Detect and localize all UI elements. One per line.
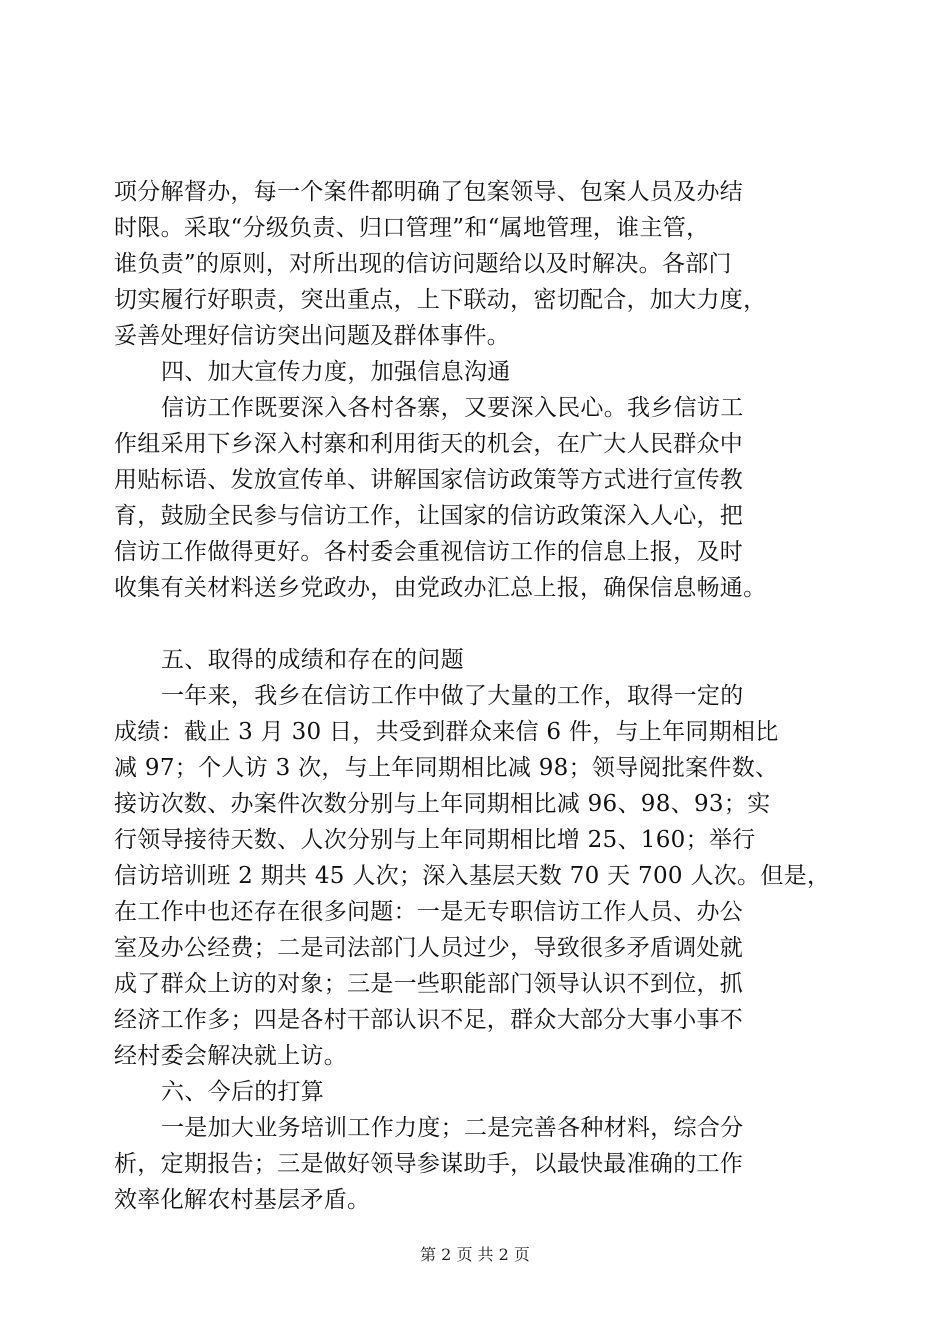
section-heading-5: 五、取得的成绩和存在的问题 — [161, 647, 464, 673]
body-line: 时限。采取“分级负责、归口管理”和“属地管理，谁主管， — [114, 215, 710, 241]
blank-line — [114, 606, 846, 642]
body-line: 信访培训班 2 期共 45 人次；深入基层天数 70 天 700 人次。但是， — [114, 863, 831, 889]
body-line: 谁负责”的原则，对所出现的信访问题给以及时解决。各部门 — [114, 251, 732, 277]
body-line: 接访次数、办案件次数分别与上年同期相比减 96、98、93；实 — [114, 791, 771, 817]
body-line: 用贴标语、发放宣传单、讲解国家信访政策等方式进行宣传教 — [114, 467, 744, 493]
section-heading-4: 四、加大宣传力度，加强信息沟通 — [161, 359, 511, 385]
body-line: 育，鼓励全民参与信访工作，让国家的信访政策深入人心，把 — [114, 503, 744, 529]
body-line: 收集有关材料送乡党政办，由党政办汇总上报，确保信息畅通。 — [114, 575, 767, 601]
body-line: 信访工作既要深入各村各寨，又要深入民心。我乡信访工 — [161, 395, 744, 421]
body-line: 室及办公经费；二是司法部门人员过少，导致很多矛盾调处就 — [114, 935, 744, 961]
body-line: 作组采用下乡深入村寨和利用街天的机会，在广大人民群众中 — [114, 431, 744, 457]
body-line: 经济工作多；四是各村干部认识不足，群众大部分大事小事不 — [114, 1007, 744, 1033]
body-line: 切实履行好职责，突出重点，上下联动，密切配合，加大力度， — [114, 287, 767, 313]
body-line: 一年来，我乡在信访工作中做了大量的工作，取得一定的 — [161, 683, 744, 709]
body-line: 成了群众上访的对象；三是一些职能部门领导认识不到位，抓 — [114, 971, 744, 997]
section-heading-6: 六、今后的打算 — [161, 1079, 325, 1105]
body-line: 减 97；个人访 3 次，与上年同期相比减 98；领导阅批案件数、 — [114, 755, 779, 781]
body-line: 一是加大业务培训工作力度；二是完善各种材料，综合分 — [161, 1115, 744, 1141]
page-number-footer: 第 2 页 共 2 页 — [420, 1245, 530, 1264]
document-body — [114, 174, 846, 1218]
body-line: 信访工作做得更好。各村委会重视信访工作的信息上报，及时 — [114, 539, 744, 565]
body-line: 成绩：截止 3 月 30 日，共受到群众来信 6 件，与上年同期相比 — [114, 719, 779, 745]
body-line: 析，定期报告；三是做好领导参谋助手，以最快最准确的工作 — [114, 1151, 744, 1177]
body-line: 项分解督办，每一个案件都明确了包案领导、包案人员及办结 — [114, 179, 744, 205]
body-line: 效率化解农村基层矛盾。 — [114, 1187, 371, 1213]
body-line: 经村委会解决就上访。 — [114, 1043, 347, 1069]
body-line: 行领导接待天数、人次分别与上年同期相比增 25、160；举行 — [114, 827, 756, 853]
body-line: 妥善处理好信访突出问题及群体事件。 — [114, 323, 511, 349]
body-line: 在工作中也还存在很多问题：一是无专职信访工作人员、办公 — [114, 899, 744, 925]
